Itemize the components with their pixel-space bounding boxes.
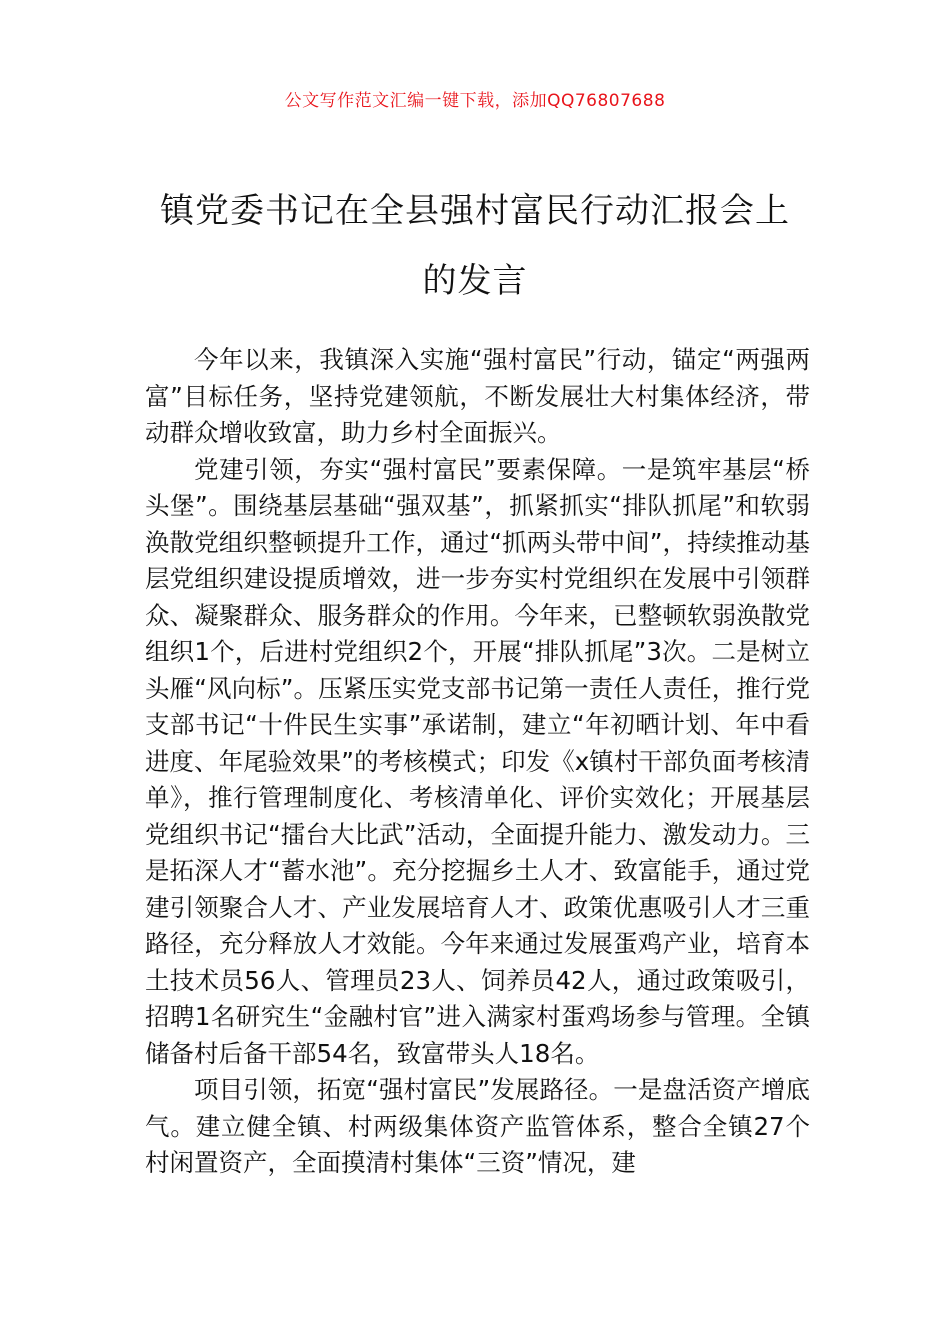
document-title-line-2: 的发言 (422, 261, 528, 301)
document-body (145, 342, 810, 1182)
paragraph-project-leading: 项目引领，拓宽“强村富民”发展路径。一是盘活资产增底气。建立健全镇、村两级集体资产监管体系，整合全镇27个村闲置资产，全面摸清村集体“三资”情况，建 (145, 1075, 810, 1177)
paragraph-intro: 今年以来，我镇深入实施“强村富民”行动，锚定“两强两富”目标任务，坚持党建领航，不断发展壮大村集体经济，带动群众增收致富，助力乡村全面振兴。 (145, 345, 810, 447)
document-title-line-1: 镇党委书记在全县强村富民行动汇报会上 (160, 191, 790, 231)
document-title (120, 176, 830, 316)
header-note: 公文写作范文汇编一键下载，添加QQ76807688 (284, 91, 666, 111)
paragraph-party-building: 党建引领，夯实“强村富民”要素保障。一是筑牢基层“桥头堡”。围绕基层基础“强双基”，抓紧抓实“排队抓尾”和软弱涣散党组织整顿提升工作，通过“抓两头带中间”，持续推动基层党组织建设提质增效，进一步夯实村党组织在发展中引领群众、凝聚群众、服务群众的作用。今年来，已整顿软弱涣散党组织1个，后进村党组织2个，开展“排队抓尾”3次。二是树立头雁“风向标”。压紧压实党支部书记第一责任人责任，推行党支部书记“十件民生实事”承诺制，建立“年初晒计划、年中看进度、年尾验效果”的考核模式；印发《x镇村干部负面考核清单》，推行管理制度化、考核清单化、评价实效化；开展基层党组织书记“擂台大比武”活动，全面提升能力、激发动力。三是拓深人才“蓄水池”。充分挖掘乡土人才、致富能手，通过党建引领聚合人才、产业发展培育人才、政策优惠吸引人才三重路径，充分释放人才效能。今年来通过发展蛋鸡产业，培育本土技术员56人、管理员23人、饲养员42人，通过政策吸引，招聘1名研究生“金融村官”进入满家村蛋鸡场参与管理。全镇储备村后备干部54名，致富带头人18名。 (145, 454, 810, 1068)
